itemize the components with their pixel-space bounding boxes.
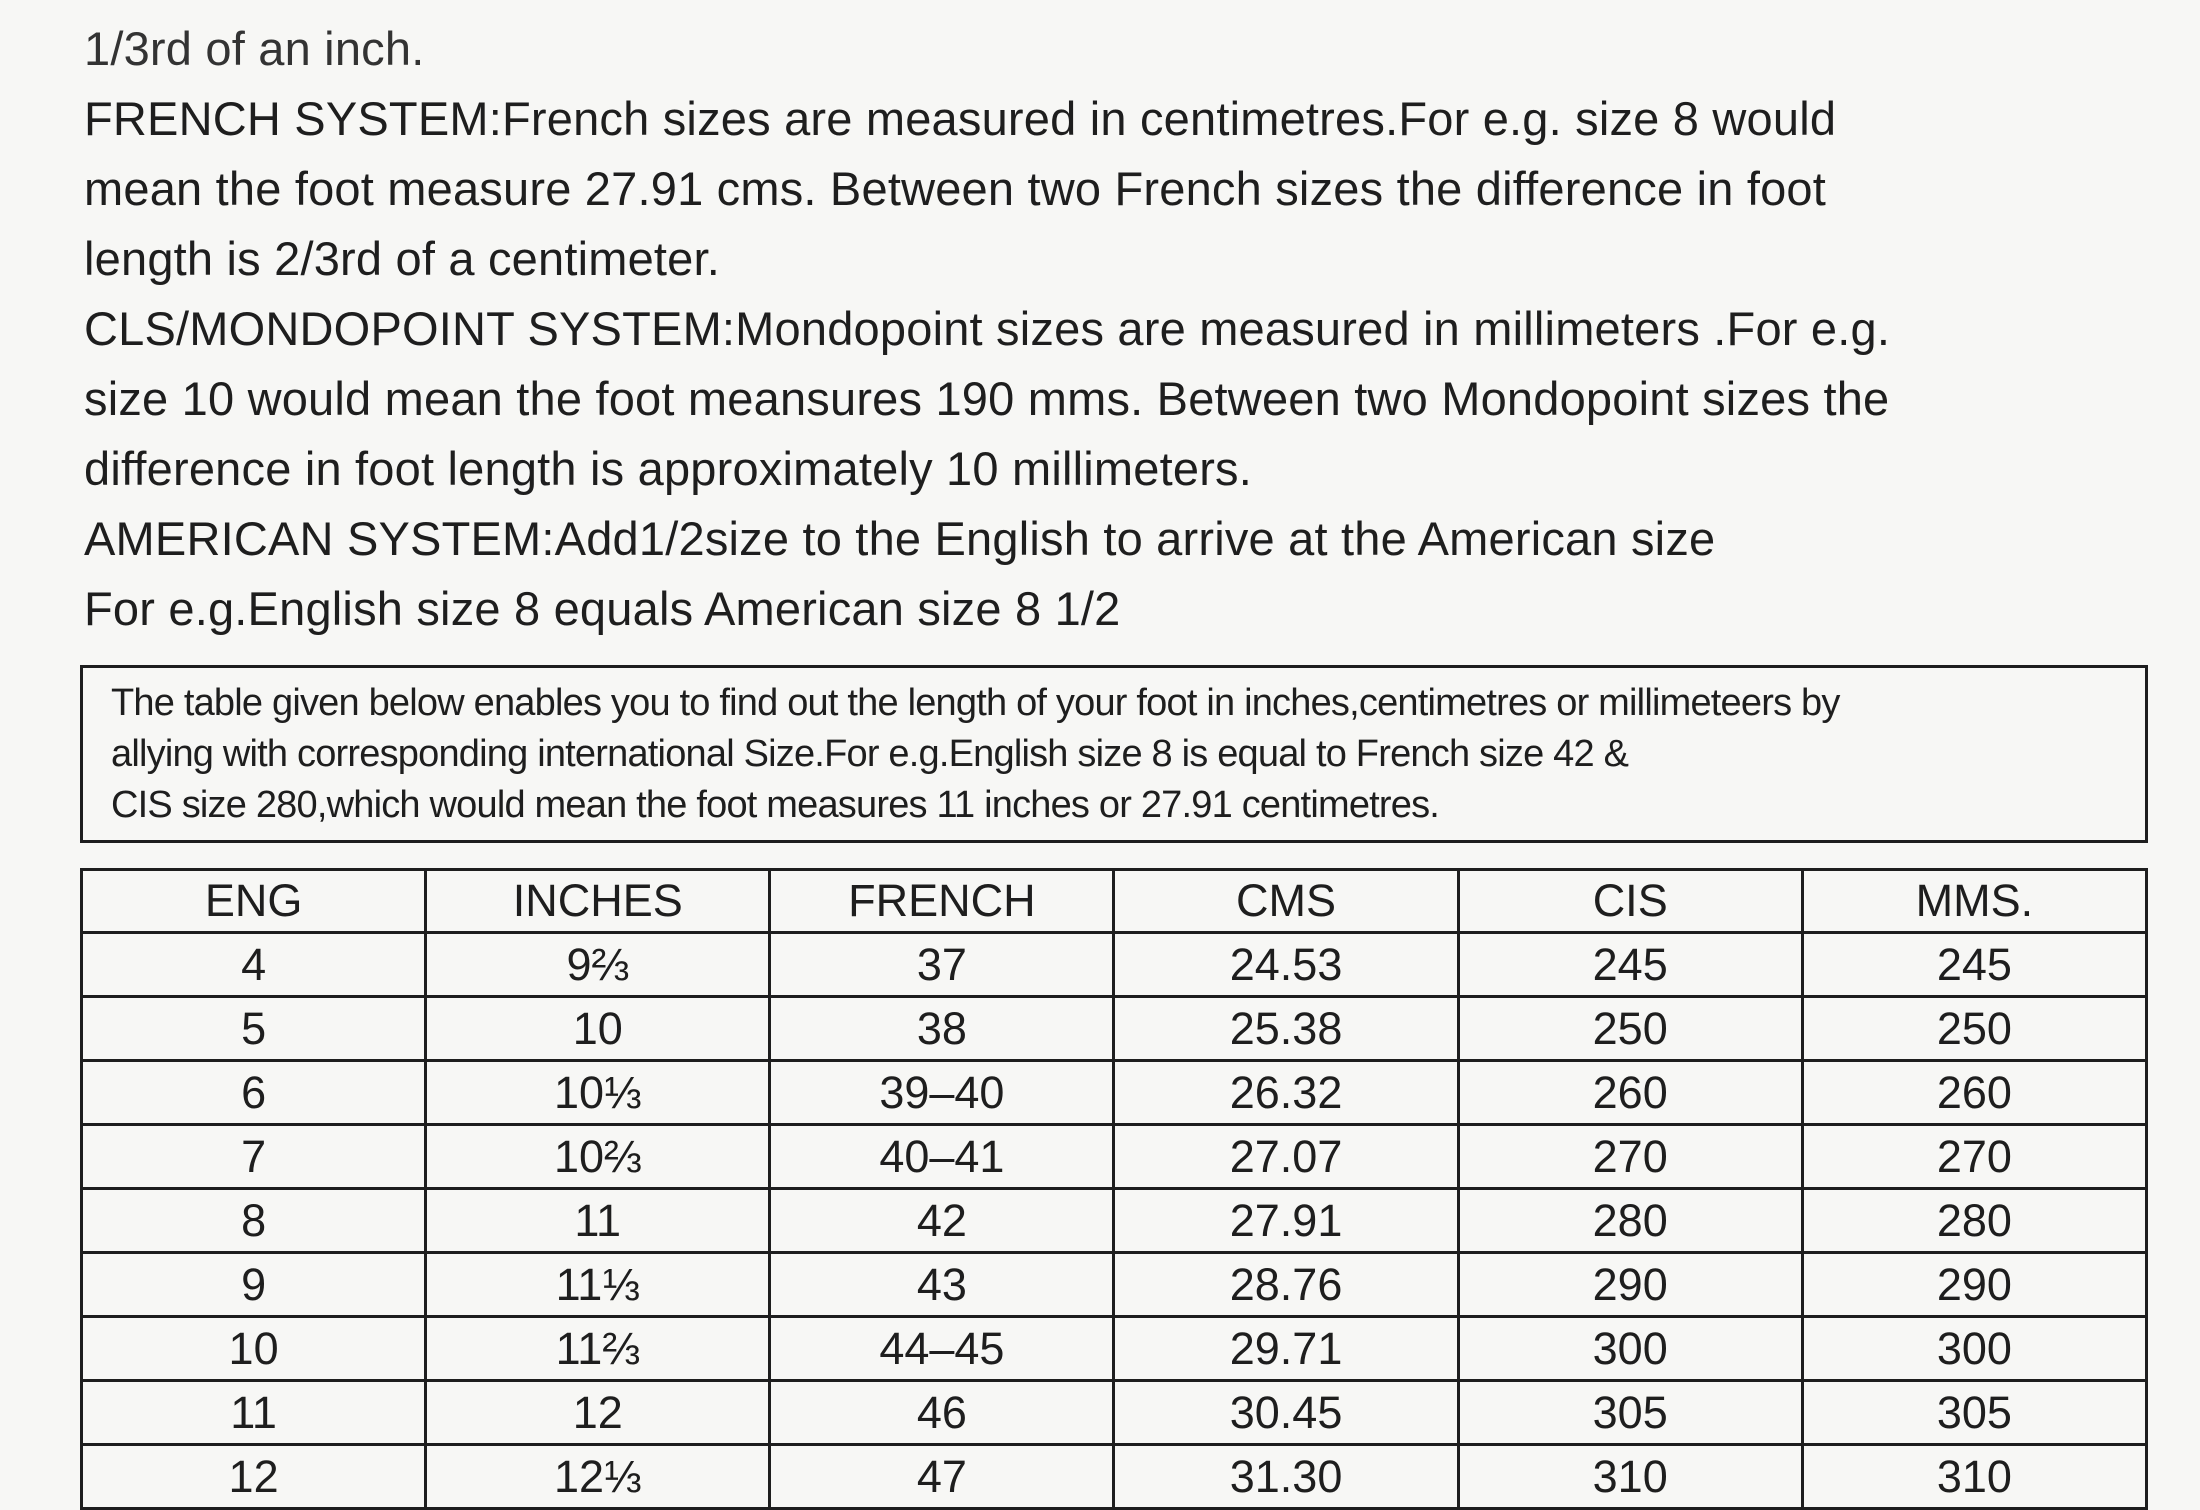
table-row	[82, 1253, 2147, 1317]
table-cell: 43	[770, 1253, 1114, 1317]
table-cell: 24.53	[1114, 933, 1458, 997]
paragraph-line: size 10 would mean the foot meansures 190 mms. Between two Mondopoint sizes the	[84, 372, 1890, 425]
table-cell: 270	[1802, 1125, 2146, 1189]
table-cell: 12	[82, 1445, 426, 1509]
table-cell: 300	[1458, 1317, 1802, 1381]
shoe-size-table	[80, 868, 2148, 1510]
table-cell: 260	[1458, 1061, 1802, 1125]
table-header-row	[82, 870, 2147, 933]
table-cell: 37	[770, 933, 1114, 997]
size-systems-text	[84, 14, 2164, 644]
note-line: CIS size 280,which would mean the foot measures 11 inches or 27.91 centimetres.	[111, 784, 1440, 826]
table-cell: 11⅔	[426, 1317, 770, 1381]
table-row	[82, 1061, 2147, 1125]
table-cell: 25.38	[1114, 997, 1458, 1061]
table-cell: 27.91	[1114, 1189, 1458, 1253]
table-cell: 310	[1458, 1445, 1802, 1509]
paragraph-line: For e.g.English size 8 equals American size 8 1/2	[84, 582, 1121, 635]
table-cell: 245	[1802, 933, 2146, 997]
table-cell: 47	[770, 1445, 1114, 1509]
table-cell: 10⅔	[426, 1125, 770, 1189]
table-cell: 4	[82, 933, 426, 997]
paragraph-line: difference in foot length is approximately 10 millimeters.	[84, 442, 1253, 495]
header-cis: CIS	[1458, 870, 1802, 933]
table-cell: 245	[1458, 933, 1802, 997]
table-cell: 270	[1458, 1125, 1802, 1189]
paragraph-line: CLS/MONDOPOINT SYSTEM:Mondopoint sizes are measured in millimeters .For e.g.	[84, 302, 1891, 355]
paragraph-line: FRENCH SYSTEM:French sizes are measured in centimetres.For e.g. size 8 would	[84, 92, 1837, 145]
table-cell: 10	[82, 1317, 426, 1381]
table-cell: 30.45	[1114, 1381, 1458, 1445]
table-cell: 9	[82, 1253, 426, 1317]
table-note-box	[80, 665, 2148, 843]
table-cell: 31.30	[1114, 1445, 1458, 1509]
table-cell: 11	[426, 1189, 770, 1253]
table-cell: 39–40	[770, 1061, 1114, 1125]
table-cell: 12	[426, 1381, 770, 1445]
table-cell: 11	[82, 1381, 426, 1445]
table-cell: 7	[82, 1125, 426, 1189]
table-cell: 9⅔	[426, 933, 770, 997]
table-cell: 310	[1802, 1445, 2146, 1509]
table-cell: 280	[1458, 1189, 1802, 1253]
table-row	[82, 933, 2147, 997]
table-cell: 46	[770, 1381, 1114, 1445]
note-line: allying with corresponding international Size.For e.g.English size 8 is equal to French size 42 &	[111, 733, 1629, 775]
header-eng: ENG	[82, 870, 426, 933]
header-inches: INCHES	[426, 870, 770, 933]
paragraph-line: length is 2/3rd of a centimeter.	[84, 232, 721, 285]
note-line: The table given below enables you to find out the length of your foot in inches,centimetres or millimeteers by	[111, 682, 1840, 724]
paragraph-line: mean the foot measure 27.91 cms. Between two French sizes the difference in foot	[84, 162, 1827, 215]
table-cell: 290	[1458, 1253, 1802, 1317]
table-cell: 305	[1802, 1381, 2146, 1445]
table-cell: 11⅓	[426, 1253, 770, 1317]
table-cell: 250	[1458, 997, 1802, 1061]
table-cell: 8	[82, 1189, 426, 1253]
table-cell: 27.07	[1114, 1125, 1458, 1189]
table-row	[82, 1317, 2147, 1381]
table-cell: 260	[1802, 1061, 2146, 1125]
table-cell: 10	[426, 997, 770, 1061]
header-mms: MMS.	[1802, 870, 2146, 933]
header-cms: CMS	[1114, 870, 1458, 933]
table-cell: 290	[1802, 1253, 2146, 1317]
table-cell: 250	[1802, 997, 2146, 1061]
table-cell: 300	[1802, 1317, 2146, 1381]
table-cell: 29.71	[1114, 1317, 1458, 1381]
table-row	[82, 1189, 2147, 1253]
table-cell: 44–45	[770, 1317, 1114, 1381]
table-cell: 305	[1458, 1381, 1802, 1445]
table-row	[82, 1125, 2147, 1189]
header-french: FRENCH	[770, 870, 1114, 933]
table-cell: 42	[770, 1189, 1114, 1253]
table-cell: 28.76	[1114, 1253, 1458, 1317]
paragraph-line: AMERICAN SYSTEM:Add1/2size to the English to arrive at the American size	[84, 512, 1716, 565]
table-cell: 40–41	[770, 1125, 1114, 1189]
table-cell: 38	[770, 997, 1114, 1061]
table-row	[82, 1445, 2147, 1509]
table-cell: 5	[82, 997, 426, 1061]
table-row	[82, 997, 2147, 1061]
table-cell: 6	[82, 1061, 426, 1125]
table-cell: 280	[1802, 1189, 2146, 1253]
table-row	[82, 1381, 2147, 1445]
table-cell: 26.32	[1114, 1061, 1458, 1125]
table-cell: 10⅓	[426, 1061, 770, 1125]
table-cell: 12⅓	[426, 1445, 770, 1509]
paragraph-line: 1/3rd of an inch.	[84, 22, 425, 75]
